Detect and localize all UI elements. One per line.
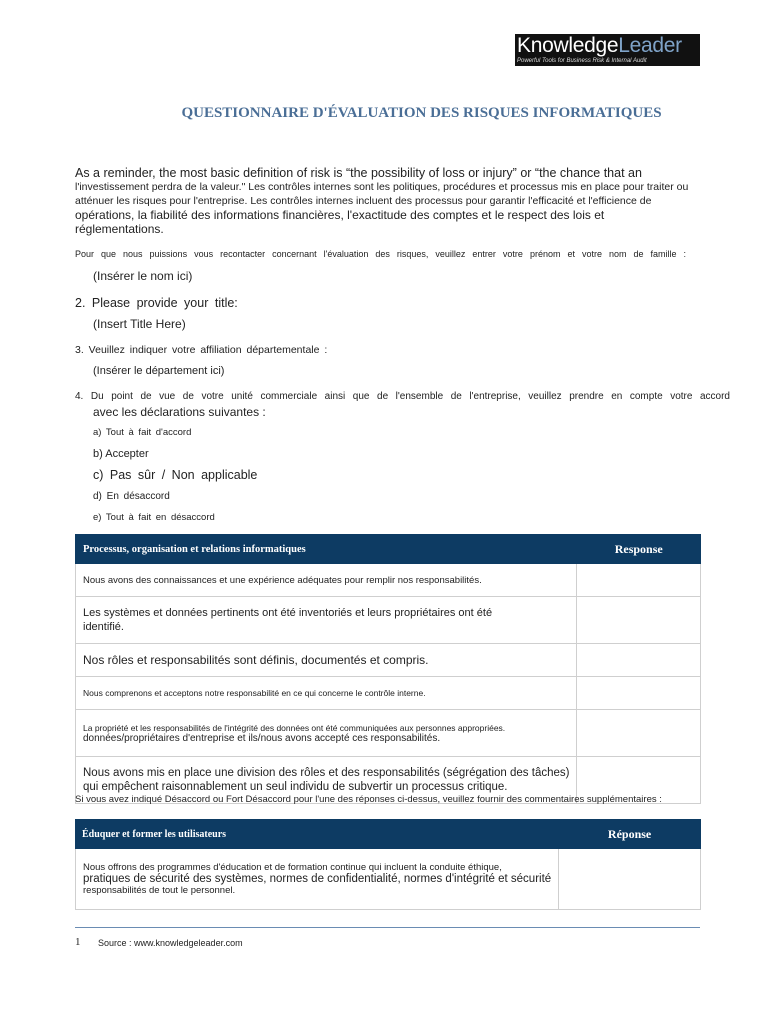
statement-cell: [76, 710, 577, 757]
page-title: QUESTIONNAIRE D'ÉVALUATION DES RISQUES INFORMATIQUES: [181, 105, 662, 121]
option-c: c) Pas sûr / Non applicable: [93, 468, 258, 482]
table-header-row: [76, 820, 701, 849]
statement-line: pratiques de sécurité des systèmes, normes de confidentialité, normes d'intégrité et sécurité: [83, 873, 552, 885]
table-row: [76, 644, 701, 677]
question-3: 3. Veuillez indiquer votre affiliation départementale :: [75, 344, 328, 356]
statement-line: Les systèmes et données pertinents ont été inventoriés et leurs propriétaires ont été: [83, 607, 493, 619]
footnote-number: 1: [75, 936, 81, 948]
table-row: [76, 564, 701, 597]
logo-text-leader: Leader: [618, 34, 682, 57]
department-answer-field[interactable]: (Insérer le département ici): [93, 365, 225, 377]
question-4-continued: avec les déclarations suivantes :: [93, 405, 266, 419]
intro-lines-2-3: [75, 181, 688, 208]
statement-line: identifié.: [83, 621, 124, 633]
statement-line: qui empêchent raisonnablement un seul individu de subvertir un processus critique.: [83, 781, 508, 793]
statement-cell: Nous comprenons et acceptons notre responsabilité en ce qui concerne le contrôle interne.: [76, 677, 577, 710]
table-header-response: Response: [577, 535, 701, 564]
table-header-category: Processus, organisation et relations informatiques: [76, 535, 577, 564]
table-header-response: Réponse: [559, 820, 701, 849]
contact-prompt: Pour que nous puissions vous recontacter concernant l'évaluation des risques, veuillez entrer votre prénom et votre nom de famille :: [75, 249, 686, 259]
statement-line: Nous avons mis en place une division des rôles et des responsabilités (ségrégation des tâches): [83, 767, 570, 779]
response-cell[interactable]: [577, 597, 701, 644]
table-row: [76, 677, 701, 710]
table-header-row: [76, 535, 701, 564]
option-d: d) En désaccord: [93, 491, 170, 502]
response-cell[interactable]: [577, 710, 701, 757]
statement-line: La propriété et les responsabilités de l'intégrité des données ont été communiquées aux personnes appropriées.: [83, 722, 506, 733]
training-table: [75, 819, 701, 910]
option-e: e) Tout à fait en désaccord: [93, 512, 215, 523]
statement-cell: [76, 597, 577, 644]
question-4: 4. Du point de vue de votre unité commerciale ainsi que de l'ensemble de l'entreprise, veuillez prendre en compte votre accord: [75, 391, 730, 402]
response-cell[interactable]: [577, 564, 701, 597]
statement-cell: [76, 849, 559, 910]
intro-line-4: opérations, la fiabilité des informations financières, l'exactitude des comptes et le respect des lois et: [75, 208, 605, 222]
table-row: [76, 597, 701, 644]
intro-line-2: l'investissement perdra de la valeur." Les contrôles internes sont les politiques, procédures et processus mis en place pour traiter ou: [75, 181, 689, 193]
table-row: [76, 849, 701, 910]
statement-cell: Nous avons des connaissances et une expérience adéquates pour remplir nos responsabilités.: [76, 564, 577, 597]
statement-cell: Nos rôles et responsabilités sont définis, documentés et compris.: [76, 644, 577, 677]
table-header-category: Éduquer et former les utilisateurs: [76, 820, 559, 849]
response-cell[interactable]: [559, 849, 701, 910]
footnote-divider: [75, 927, 700, 928]
option-a: a) Tout à fait d'accord: [93, 427, 192, 438]
response-cell[interactable]: [577, 644, 701, 677]
logo-text-knowledge: Knowledge: [517, 34, 619, 57]
intro-line-1: As a reminder, the most basic definition of risk is “the possibility of loss or injury” or “the chance that an: [75, 166, 642, 180]
statement-line: responsabilités de tout le personnel.: [83, 885, 236, 896]
statement-line: Nous offrons des programmes d'éducation et de formation continue qui incluent la conduite éthique,: [83, 862, 502, 873]
footnote-source: Source : www.knowledgeleader.com: [98, 938, 243, 948]
name-answer-field[interactable]: (Insérer le nom ici): [93, 269, 193, 283]
option-b: b) Accepter: [93, 448, 149, 460]
intro-lines-4-5: [75, 208, 604, 236]
table-row: [76, 710, 701, 757]
statement-line: données/propriétaires d'entreprise et ils/nous avons accepté ces responsabilités.: [83, 732, 441, 744]
intro-line-3: atténuer les risques pour l'entreprise. Les contrôles internes incluent des processus pour garantir l'efficacité et l'efficience de: [75, 194, 652, 207]
it-process-table: [75, 534, 701, 804]
disagreement-note: Si vous avez indiqué Désaccord ou Fort Désaccord pour l'une des réponses ci-dessus, veuillez fournir des commentaires supplémentaires :: [75, 794, 662, 805]
title-answer-field[interactable]: (Insert Title Here): [93, 317, 186, 331]
question-2: 2. Please provide your title:: [75, 296, 238, 310]
logo-tagline: Powerful Tools for Business Risk & Internal Audit: [517, 58, 647, 64]
intro-line-5: réglementations.: [75, 222, 164, 236]
knowledgeleader-logo: [515, 34, 700, 66]
response-cell[interactable]: [577, 677, 701, 710]
